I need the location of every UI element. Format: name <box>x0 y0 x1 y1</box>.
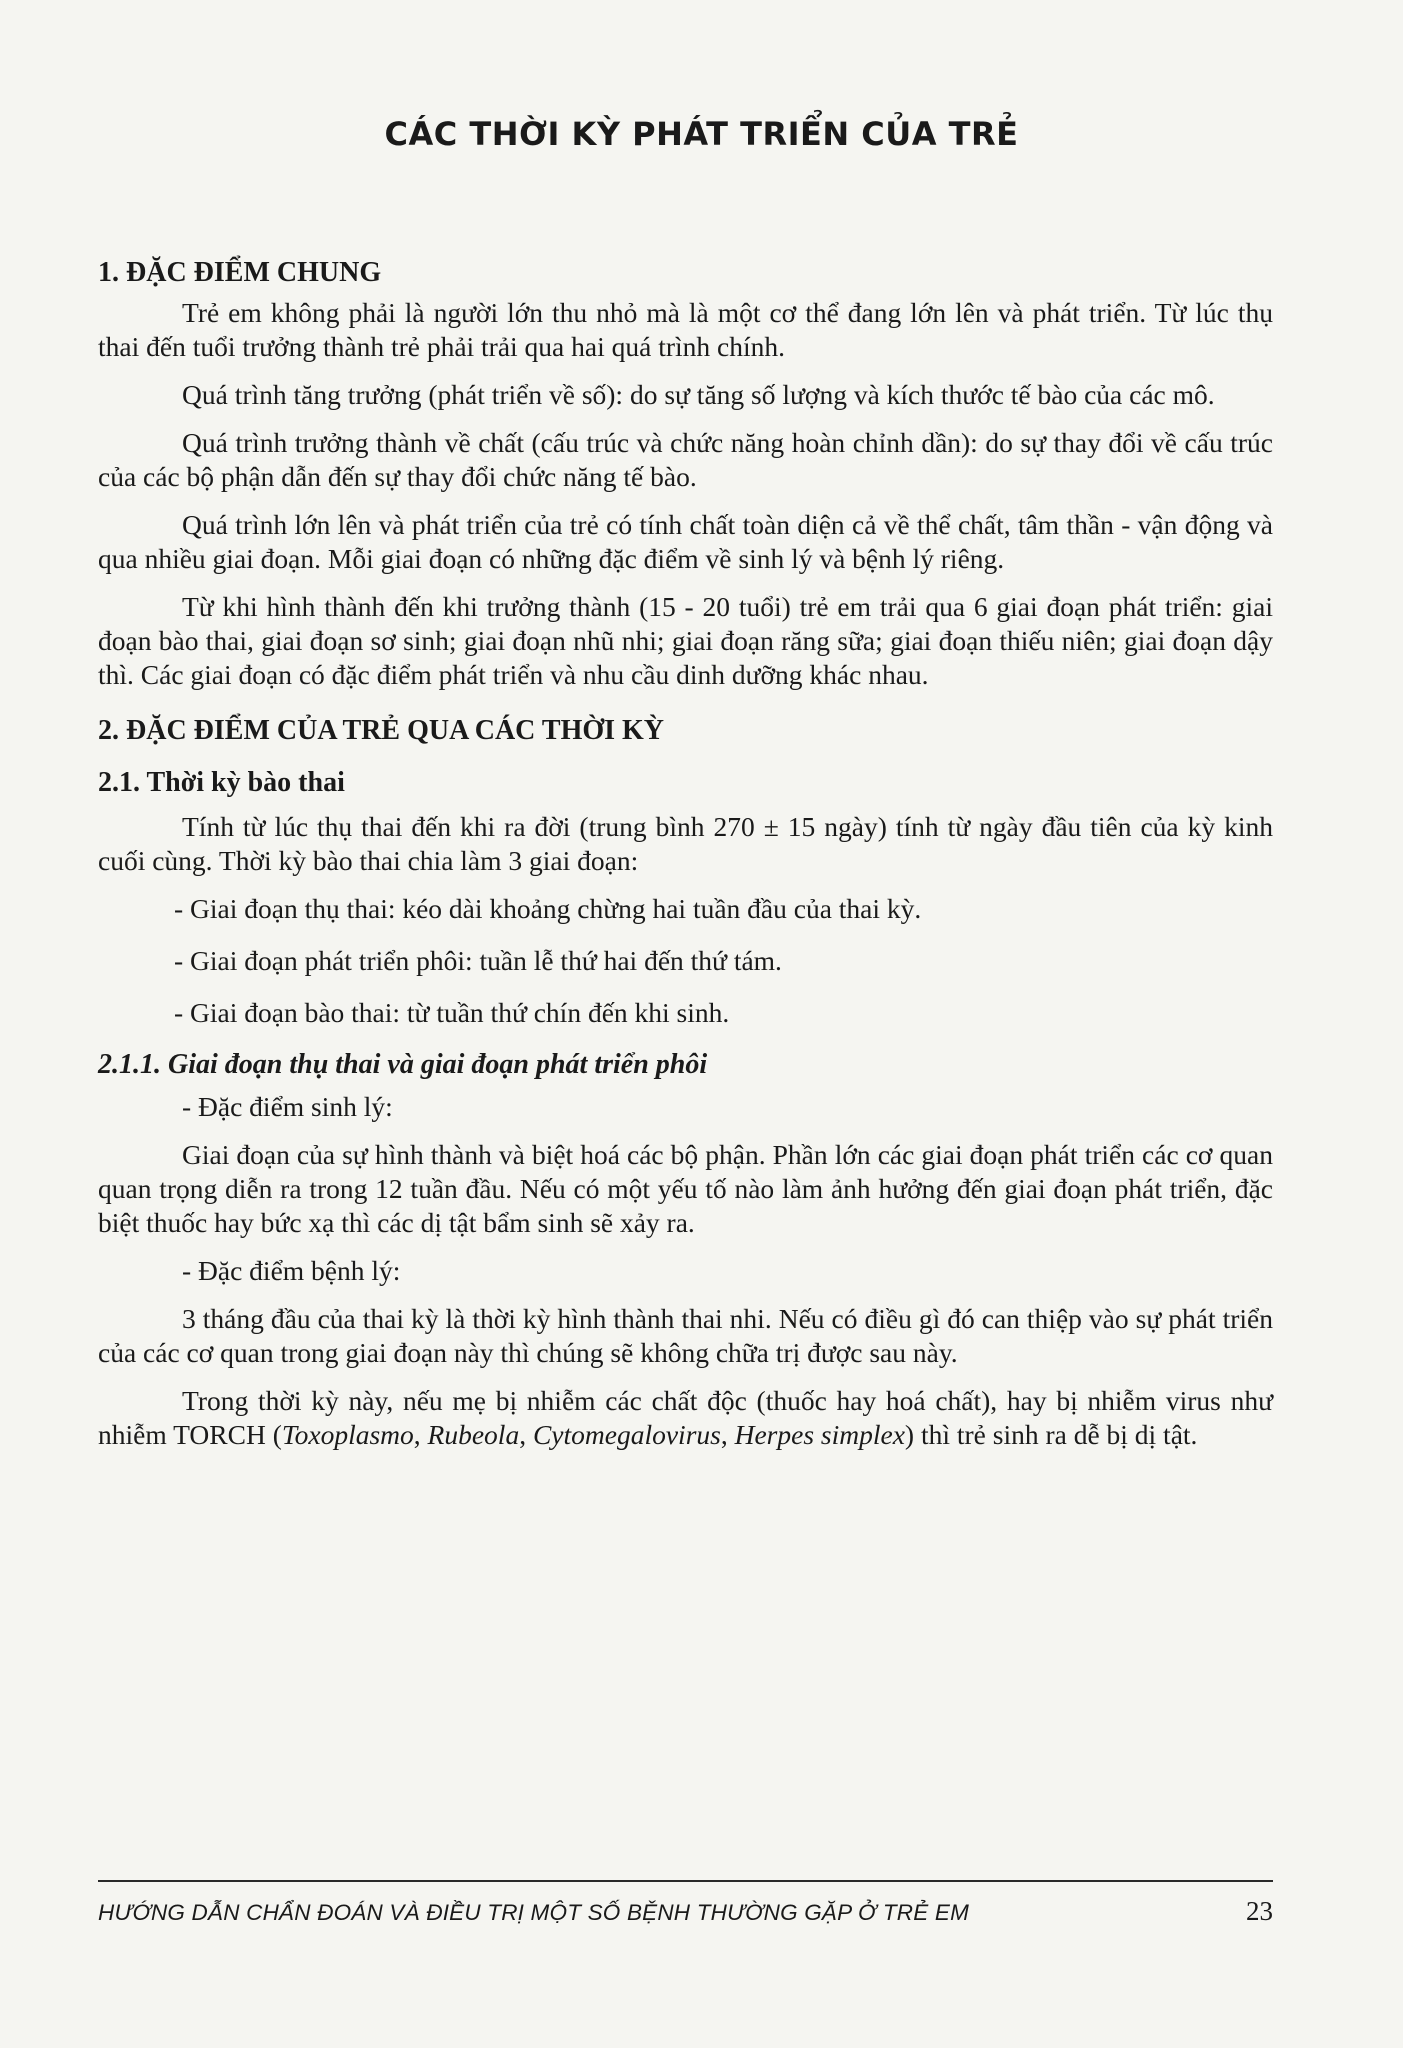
paragraph: Quá trình tăng trưởng (phát triển về số): do sự tăng số lượng và kích thước tế bào của các mô. <box>182 379 1215 410</box>
paragraph: 3 tháng đầu của thai kỳ là thời kỳ hình thành thai nhi. Nếu có điều gì đó can thiệp vào sự phát triển của các cơ quan trong giai đoạn này thì chúng sẽ không chữa trị được sau này. <box>98 1303 1273 1368</box>
text-span: , <box>519 1419 533 1450</box>
text-span: Trong thời kỳ này, nếu mẹ bị nhiễm các chất độc (thuốc hay hoá chất), hay bị nhiễm virus như nhiễm TORCH ( <box>98 1385 1273 1450</box>
paragraph: Trẻ em không phải là người lớn thu nhỏ mà là một cơ thể đang lớn lên và phát triển. Từ lúc thụ thai đến tuổi trưởng thành trẻ phải trải qua hai quá trình chính. <box>98 297 1273 362</box>
page-content <box>98 256 1273 1466</box>
physiology-label: - Đặc điểm sinh lý: <box>182 1091 393 1122</box>
section-2-heading: 2. ĐẶC ĐIỂM CỦA TRẺ QUA CÁC THỜI KỲ <box>98 715 665 746</box>
paragraph: Từ khi hình thành đến khi trưởng thành (15 - 20 tuổi) trẻ em trải qua 6 giai đoạn phát triển: giai đoạn bào thai, giai đoạn sơ sinh; giai đoạn nhũ nhi; giai đoạn răng sữa; giai đoạn thiếu niên; giai đoạn dậy thì. Các giai đoạn có đặc điểm phát triển và nhu cầu dinh dưỡng khác nhau. <box>98 591 1273 690</box>
subsection-2-1-heading: 2.1. Thời kỳ bào thai <box>98 767 345 798</box>
text-span: , <box>720 1419 735 1450</box>
page-title: CÁC THỜI KỲ PHÁT TRIỂN CỦA TRẺ <box>384 115 1019 153</box>
page-number: 23 <box>1246 1896 1273 1926</box>
paragraph-torch <box>98 1384 1273 1452</box>
term-herpes-simplex: Herpes simplex <box>734 1419 905 1450</box>
paragraph: Quá trình trưởng thành về chất (cấu trúc và chức năng hoàn chỉnh dần): do sự thay đổi về cấu trúc của các bộ phận dẫn đến sự thay đổi chức năng tế bào. <box>98 427 1273 492</box>
paragraph: Tính từ lúc thụ thai đến khi ra đời (trung bình 270 ± 15 ngày) tính từ ngày đầu tiên của kỳ kinh cuối cùng. Thời kỳ bào thai chia làm 3 giai đoạn: <box>98 811 1273 876</box>
list-item: - Giai đoạn bào thai: từ tuần thứ chín đến khi sinh. <box>174 997 730 1028</box>
term-rubeola: Rubeola <box>427 1419 520 1450</box>
pathology-label: - Đặc điểm bệnh lý: <box>182 1255 401 1286</box>
text-span: , <box>413 1419 428 1450</box>
text-span: ) thì trẻ sinh ra dễ bị dị tật. <box>904 1419 1198 1450</box>
paragraph: Giai đoạn của sự hình thành và biệt hoá các bộ phận. Phần lớn các giai đoạn phát triển các cơ quan quan trọng diễn ra trong 12 tuần đầu. Nếu có một yếu tố nào làm ảnh hưởng đến giai đoạn phát triển, đặc biệt thuốc hay bức xạ thì các dị tật bẩm sinh sẽ xảy ra. <box>98 1139 1273 1238</box>
paragraph: Quá trình lớn lên và phát triển của trẻ có tính chất toàn diện cả về thể chất, tâm thần - vận động và qua nhiều giai đoạn. Mỗi giai đoạn có những đặc điểm về sinh lý và bệnh lý riêng. <box>98 509 1273 574</box>
subsection-2-1-1-heading: 2.1.1. Giai đoạn thụ thai và giai đoạn phát triển phôi <box>98 1049 708 1080</box>
term-cytomegalovirus: Cytomegalovirus <box>532 1419 721 1450</box>
term-toxoplasmo: Toxoplasmo <box>281 1419 414 1450</box>
list-item: - Giai đoạn phát triển phôi: tuần lễ thứ hai đến thứ tám. <box>174 945 782 976</box>
footer-book-title: HƯỚNG DẪN CHẨN ĐOÁN VÀ ĐIỀU TRỊ MỘT SỐ BỆNH THƯỜNG GẶP Ở TRẺ EM <box>98 1900 970 1925</box>
list-item: - Giai đoạn thụ thai: kéo dài khoảng chừng hai tuần đầu của thai kỳ. <box>174 893 922 924</box>
footer-divider <box>98 1880 1273 1882</box>
section-1-heading: 1. ĐẶC ĐIỂM CHUNG <box>98 257 382 288</box>
